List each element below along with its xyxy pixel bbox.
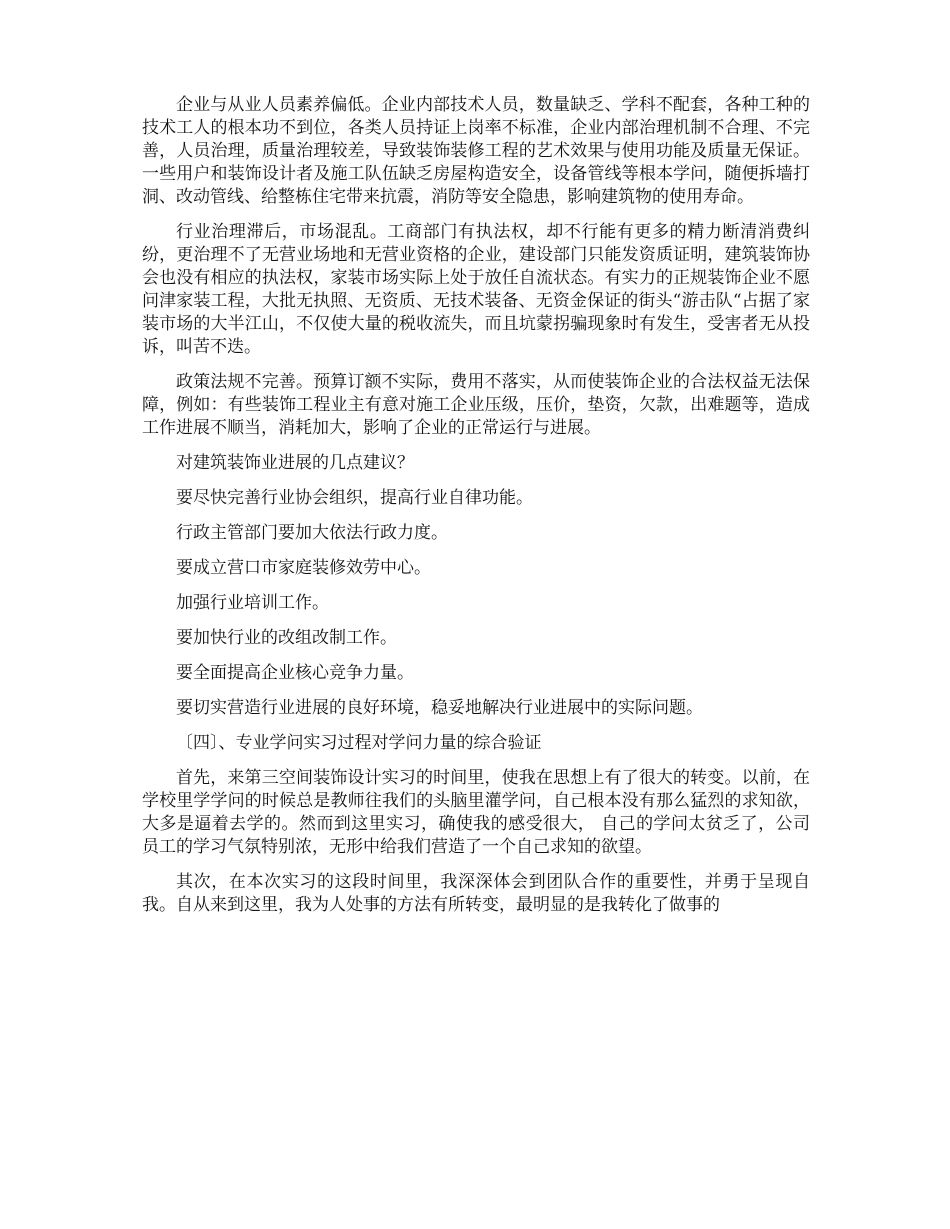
paragraph-policy-regulation: 政策法规不完善。预算订额不实际，费用不落实，从而使装饰企业的合法权益无法保障，例如：有些装饰工程业主有意对施工企业压级，压价，垫资，欠款，出难题等，造成工作进展不顺当，消耗加大，影响了企业的正常运行与进展。: [142, 372, 810, 438]
paragraph-industry-management: 行业治理滞后，市场混乱。工商部门有执法权，却不行能有更多的精力断清消费纠纷，更治理不了无营业场地和无营业资格的企业，建设部门只能发资质证明，建筑装饰协会也没有相应的执法权，家装市场实际上处于放任自流状态。有实力的正规装饰企业不愿问津家装工程，大批无执照、无资质、无技术装备、无资金保证的街头“游击队“占据了家装市场的大半江山，不仅使大量的税收流失，而且坑蒙拐骗现象时有发生，受害者无从投诉，叫苦不迭。: [142, 222, 810, 357]
suggestion-item: 要切实营造行业进展的良好环境，稳妥地解决行业进展中的实际问题。: [176, 698, 703, 718]
suggestion-item: 要加快行业的改组改制工作。: [176, 628, 397, 648]
document-page: [142, 94, 810, 929]
paragraph-second: 其次，在本次实习的这段时间里，我深深体会到团队合作的重要性，并勇于呈现自我。自从来到这里，我为人处事的方法有所转变，最明显的是我转化了做事的: [142, 872, 810, 915]
suggestion-item: 加强行业培训工作。: [176, 593, 329, 613]
paragraph-first: 首先，来第三空间装饰设计实习的时间里，使我在思想上有了很大的转变。以前，在学校里学学问的时候总是教师往我们的头脑里灌学问，自己根本没有那么猛烈的求知欲，大多是逼着去学的。然而到这里实习，确使我的感受很大， 自己的学问太贫乏了，公司员工的学习气氛特别浓，无形中给我们营造了一个自己求知的欲望。: [142, 768, 810, 857]
suggestions-heading: 对建筑装饰业进展的几点建议？: [176, 453, 414, 473]
suggestion-item: 要成立营口市家庭装修效劳中心。: [176, 558, 431, 578]
suggestion-item: 要尽快完善行业协会组织，提高行业自律功能。: [176, 488, 533, 508]
section-heading: 〔四〕、专业学问实习过程对学问力量的综合验证: [176, 733, 542, 753]
suggestion-item: 行政主管部门要加大依法行政力度。: [176, 523, 448, 543]
paragraph-enterprise-quality: 企业与从业人员素养偏低。企业内部技术人员，数量缺乏、学科不配套，各种工种的技术工人的根本功不到位，各类人员持证上岗率不标准，企业内部治理机制不合理、不完善，人员治理，质量治理较差，导致装饰装修工程的艺术效果与使用功能及质量无保证。一些用户和装饰设计者及施工队伍缺乏房屋构造安全，设备管线等根本学问，随便拆墙打洞、改动管线、给整栋住宅带来抗震，消防等安全隐患，影响建筑物的使用寿命。: [142, 95, 810, 207]
suggestion-item: 要全面提高企业核心竞争力量。: [176, 663, 414, 683]
